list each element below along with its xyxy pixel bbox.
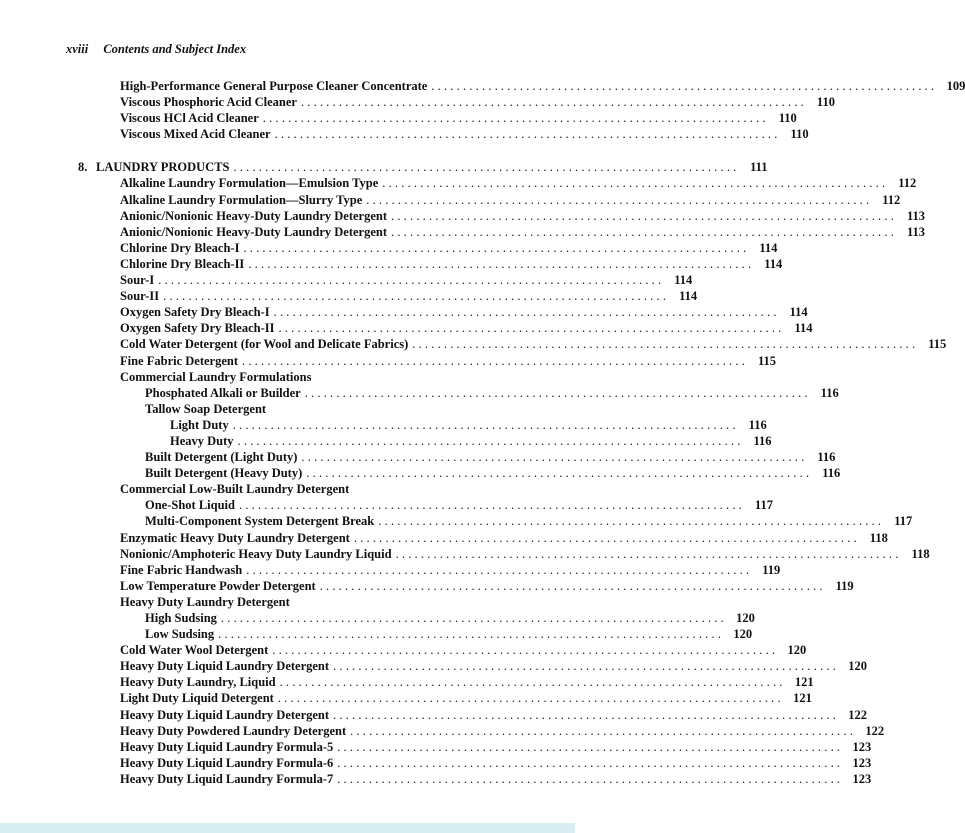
dot-leader: ................................................................................ xyxy=(412,337,919,352)
toc-entry-title: Heavy Duty Liquid Laundry Formula-5 xyxy=(120,739,334,754)
dot-leader: ................................................................................ xyxy=(431,79,938,93)
toc-entry-row[interactable] xyxy=(120,642,807,658)
running-head-title: Contents and Subject Index xyxy=(103,42,247,56)
dot-leader: ................................................................................ xyxy=(163,289,670,304)
toc-page-number: 123 xyxy=(852,739,872,754)
dot-leader: ................................................................................ xyxy=(238,498,745,513)
toc-entry-title: Heavy Duty Laundry Detergent xyxy=(120,594,290,609)
toc-entry-row[interactable] xyxy=(120,594,511,610)
toc-page-number: 114 xyxy=(679,289,698,304)
toc-entry-title: Anionic/Nonionic Heavy-Duty Laundry Detergent xyxy=(120,224,388,239)
toc-entry-row[interactable] xyxy=(120,707,868,723)
dot-leader: ................................................................................ xyxy=(246,562,753,577)
dot-leader: ................................................................................ xyxy=(350,723,857,738)
toc-entry-row[interactable] xyxy=(120,240,778,256)
toc-page-number: 115 xyxy=(928,337,947,352)
toc-page-number: 123 xyxy=(852,755,872,770)
toc-entry-title: Viscous HCl Acid Cleaner xyxy=(120,111,259,126)
dot-leader: ................................................................................ xyxy=(366,192,873,207)
toc-entry-title: Low Sudsing xyxy=(145,627,215,642)
toc-entry-title: Viscous Mixed Acid Cleaner xyxy=(120,127,271,142)
toc-entry-row[interactable] xyxy=(120,771,872,787)
dot-leader: ................................................................................ xyxy=(337,739,844,754)
toc-entry-title: Built Detergent (Light Duty) xyxy=(145,450,298,465)
toc-page-number: 123 xyxy=(852,771,872,786)
toc-entry-title: Low Temperature Powder Detergent xyxy=(120,578,316,593)
toc-entry-row[interactable] xyxy=(145,610,755,626)
chapter-number: 8. xyxy=(78,160,88,175)
toc-page-number: 116 xyxy=(753,433,772,448)
toc-entry-title: Heavy Duty xyxy=(170,433,234,448)
toc-entry-row[interactable] xyxy=(120,369,511,385)
dot-leader: ................................................................................ xyxy=(272,643,779,658)
toc-entry-title: One-Shot Liquid xyxy=(145,498,235,513)
toc-entry-row[interactable] xyxy=(120,208,926,224)
toc-entry-row[interactable] xyxy=(145,513,913,529)
toc-entry-row[interactable] xyxy=(120,192,901,208)
dot-leader: ................................................................................ xyxy=(382,176,889,191)
toc-page-number: 122 xyxy=(865,723,885,738)
table-of-contents xyxy=(0,78,965,787)
toc-page-number: 116 xyxy=(822,466,841,481)
toc-entry-row[interactable] xyxy=(120,690,812,706)
toc-page-number: 110 xyxy=(816,95,835,110)
toc-page-number: 122 xyxy=(848,707,868,722)
toc-entry-row[interactable] xyxy=(145,449,836,465)
toc-page-number: 114 xyxy=(759,240,778,255)
toc-page-number: 115 xyxy=(757,353,777,368)
toc-entry-title: Chlorine Dry Bleach-I xyxy=(120,240,240,255)
toc-entry-title: Alkaline Laundry Formulation—Slurry Type xyxy=(120,192,363,207)
toc-entry-title: High-Performance General Purpose Cleaner Concentrate xyxy=(120,79,428,93)
toc-entry-title: Enzymatic Heavy Duty Laundry Detergent xyxy=(120,530,350,545)
toc-entry-title: Heavy Duty Liquid Laundry Detergent xyxy=(120,707,330,722)
toc-page-number: 111 xyxy=(750,160,768,175)
toc-entry-title: Heavy Duty Liquid Laundry Formula-7 xyxy=(120,771,334,786)
toc-entry-title: Chlorine Dry Bleach-II xyxy=(120,256,245,271)
dot-leader: ................................................................................ xyxy=(378,514,885,529)
toc-page-number: 121 xyxy=(793,691,812,706)
toc-page-number: 120 xyxy=(733,627,753,642)
dot-leader: ................................................................................ xyxy=(273,305,780,320)
toc-entry-title: LAUNDRY PRODUCTS xyxy=(96,160,230,175)
dot-leader: ................................................................................ xyxy=(243,240,750,255)
toc-entry-row[interactable] xyxy=(145,626,753,642)
dot-leader: ................................................................................ xyxy=(319,578,826,593)
toc-page-number: 114 xyxy=(789,305,808,320)
toc-entry-row[interactable] xyxy=(120,110,797,126)
toc-entry-title: Heavy Duty Liquid Laundry Detergent xyxy=(120,659,330,674)
toc-entry-row[interactable] xyxy=(120,256,783,272)
dot-leader: ................................................................................ xyxy=(274,127,781,142)
toc-entry-title: Anionic/Nonionic Heavy-Duty Laundry Detergent xyxy=(120,208,388,223)
toc-entry-title: Cold Water Detergent (for Wool and Delicate Fabrics) xyxy=(120,337,409,352)
dot-leader: ................................................................................ xyxy=(395,546,902,561)
toc-page-number: 117 xyxy=(754,498,773,513)
toc-page-number: 110 xyxy=(778,111,797,126)
dot-leader: ................................................................................ xyxy=(304,385,811,400)
toc-entry-row[interactable] xyxy=(120,481,511,497)
toc-chapter-row[interactable] xyxy=(78,159,768,175)
toc-entry-row[interactable] xyxy=(120,224,926,240)
toc-page-number: 113 xyxy=(906,208,926,223)
dot-leader: ................................................................................ xyxy=(300,95,807,110)
toc-entry-title: Fine Fabric Handwash xyxy=(120,562,243,577)
toc-entry-title: Fine Fabric Detergent xyxy=(120,353,239,368)
toc-entry-row[interactable] xyxy=(170,417,767,433)
toc-entry-row[interactable] xyxy=(120,304,808,320)
toc-entry-row[interactable] xyxy=(120,578,854,594)
toc-page-number: 116 xyxy=(748,417,767,432)
toc-entry-title: Cold Water Wool Detergent xyxy=(120,643,269,658)
dot-leader: ................................................................................ xyxy=(277,691,784,706)
dot-leader: ................................................................................ xyxy=(232,417,739,432)
dot-leader: ................................................................................ xyxy=(233,160,740,175)
toc-entry-row[interactable] xyxy=(120,562,781,578)
toc-entry-title: Tallow Soap Detergent xyxy=(145,401,267,416)
toc-page-number: 118 xyxy=(869,530,888,545)
toc-entry-row[interactable] xyxy=(120,755,872,771)
dot-leader: ................................................................................ xyxy=(237,433,744,448)
toc-entry-title: Sour-II xyxy=(120,289,160,304)
dot-leader: ................................................................................ xyxy=(337,755,844,770)
toc-page-number: 114 xyxy=(794,321,813,336)
toc-page-number: 114 xyxy=(674,273,693,288)
running-head xyxy=(66,42,246,57)
dot-leader: ................................................................................ xyxy=(218,627,725,642)
page-folio: xviii xyxy=(66,42,89,56)
toc-entry-row[interactable] xyxy=(120,126,809,142)
toc-entry-title: Phosphated Alkali or Builder xyxy=(145,385,301,400)
dot-leader: ................................................................................ xyxy=(337,771,844,786)
toc-entry-row[interactable] xyxy=(120,336,947,352)
dot-leader: ................................................................................ xyxy=(279,675,786,690)
toc-entry-row[interactable] xyxy=(145,497,773,513)
toc-entry-row[interactable] xyxy=(145,385,839,401)
toc-entry-row[interactable] xyxy=(120,530,888,546)
toc-page-number: 120 xyxy=(736,611,755,625)
toc-page-number: 121 xyxy=(794,675,814,690)
dot-leader: ................................................................................ xyxy=(262,111,769,126)
toc-entry-title: Light Duty xyxy=(170,417,229,432)
toc-entry-title: Heavy Duty Powdered Laundry Detergent xyxy=(120,723,347,738)
dot-leader: ................................................................................ xyxy=(391,224,898,239)
toc-page-number: 119 xyxy=(762,562,781,577)
toc-page-number: 116 xyxy=(820,385,839,400)
toc-entry-row[interactable] xyxy=(120,320,813,336)
toc-page-number: 110 xyxy=(790,127,809,142)
toc-entry-title: Multi-Component System Detergent Break xyxy=(145,514,375,529)
dot-leader: ................................................................................ xyxy=(158,273,665,288)
dot-leader: ................................................................................ xyxy=(278,321,785,336)
toc-entry-row[interactable] xyxy=(120,78,965,94)
toc-entry-title: Heavy Duty Laundry, Liquid xyxy=(120,675,276,690)
toc-page-number: 116 xyxy=(817,450,836,465)
toc-entry-row[interactable] xyxy=(120,723,885,739)
toc-entry-title: Heavy Duty Liquid Laundry Formula-6 xyxy=(120,755,334,770)
toc-page-number: 114 xyxy=(764,256,783,271)
toc-entry-row[interactable] xyxy=(120,658,868,674)
toc-entry-row[interactable] xyxy=(120,546,930,562)
toc-entry-title: Nonionic/Amphoteric Heavy Duty Laundry Liquid xyxy=(120,546,392,561)
toc-entry-title: Oxygen Safety Dry Bleach-II xyxy=(120,321,275,336)
toc-entry-row[interactable] xyxy=(120,175,917,191)
toc-page-number: 113 xyxy=(906,224,926,239)
dot-leader: ................................................................................ xyxy=(242,353,749,368)
toc-entry-row[interactable] xyxy=(120,94,835,110)
dot-leader: ................................................................................ xyxy=(333,659,840,674)
toc-page-number: 120 xyxy=(848,659,868,674)
dot-leader: ................................................................................ xyxy=(248,256,755,271)
dot-leader: ................................................................................ xyxy=(306,466,813,481)
toc-entry-title: Alkaline Laundry Formulation—Emulsion Type xyxy=(120,176,379,191)
dot-leader: ................................................................................ xyxy=(333,707,840,722)
dot-leader: ................................................................................ xyxy=(301,450,808,465)
toc-page-number: 112 xyxy=(898,176,917,191)
dot-leader: ................................................................................ xyxy=(353,530,860,545)
toc-entry-row[interactable] xyxy=(120,739,872,755)
toc-page-number: 120 xyxy=(787,643,807,658)
toc-entry-row[interactable] xyxy=(145,465,841,481)
toc-page-number: 112 xyxy=(882,192,901,207)
toc-page-number: 109 xyxy=(946,79,965,93)
bottom-band xyxy=(0,823,575,833)
toc-entry-title: Oxygen Safety Dry Bleach-I xyxy=(120,305,270,320)
toc-page-number: 118 xyxy=(911,546,930,561)
toc-entry-title: Sour-I xyxy=(120,273,155,288)
toc-entry-row[interactable] xyxy=(120,353,777,369)
toc-entry-row[interactable] xyxy=(120,288,698,304)
section-gap xyxy=(0,142,575,159)
toc-entry-row[interactable] xyxy=(170,433,772,449)
toc-entry-row[interactable] xyxy=(145,401,511,417)
toc-entry-row[interactable] xyxy=(120,674,814,690)
toc-entry-title: Light Duty Liquid Detergent xyxy=(120,691,274,706)
toc-entry-row[interactable] xyxy=(120,272,693,288)
toc-page-number: 117 xyxy=(894,514,913,529)
toc-page-number: 119 xyxy=(835,578,854,593)
toc-entry-title: High Sudsing xyxy=(145,611,217,625)
toc-entry-title: Built Detergent (Heavy Duty) xyxy=(145,466,303,481)
toc-entry-title: Commercial Laundry Formulations xyxy=(120,369,312,384)
dot-leader: ................................................................................ xyxy=(220,611,727,625)
toc-entry-title: Viscous Phosphoric Acid Cleaner xyxy=(120,95,297,110)
dot-leader: ................................................................................ xyxy=(391,208,898,223)
toc-entry-title: Commercial Low-Built Laundry Detergent xyxy=(120,482,350,497)
